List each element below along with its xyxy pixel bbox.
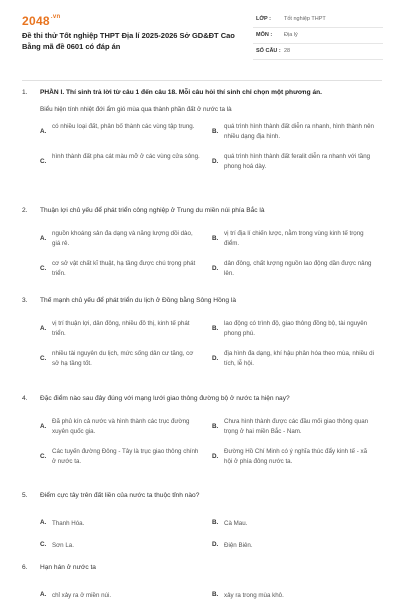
option-label: A. [40, 128, 47, 135]
option-text: Điện Biên. [224, 542, 253, 549]
option-label: A. [40, 591, 47, 598]
question-1 [22, 88, 382, 177]
option-text: cơ sở vật chất kĩ thuật, hạ tầng được chú trọng phát triển. [52, 260, 196, 277]
question-number: 6. [22, 564, 28, 571]
option-text: hình thành đất pha cát màu mỡ ở các vùng cửa sông. [52, 153, 200, 160]
option-text: Cà Mau. [224, 520, 248, 527]
question-stem [22, 296, 382, 306]
options [40, 579, 382, 599]
options [40, 312, 382, 372]
logo-suffix: .vn [50, 14, 61, 20]
option-label: B. [212, 128, 219, 135]
question-stem [22, 491, 382, 501]
header-divider [22, 80, 382, 81]
option-text: quá trình hình thành đất feralit diễn ra nhanh với tầng phong hoá dày. [224, 153, 371, 170]
question-stem [22, 394, 382, 404]
question-text: Điểm cực tây trên đất liền của nước ta thuộc tỉnh nào? [40, 492, 200, 499]
option-text: nguồn khoáng sản đa dạng và năng lượng dồi dào, giá rẻ. [52, 230, 193, 247]
option-label: D. [212, 355, 219, 362]
option-label: D. [212, 265, 219, 272]
option-label: C. [40, 265, 47, 272]
option-text: quá trình hình thành đất diễn ra nhanh, hình thành nên nhiều dạng địa hình. [224, 123, 374, 140]
option-text: chỉ xảy ra ở miền núi. [52, 592, 112, 599]
question-text: Thuận lợi chủ yếu để phát triển công nghiệp ở Trung du miền núi phía Bắc là [40, 207, 265, 214]
question-text: Hạn hán ở nước ta [40, 564, 96, 571]
option-label: C. [40, 453, 47, 460]
question-stem [22, 88, 382, 98]
options [40, 507, 382, 549]
option-text: Sơn La. [52, 542, 74, 549]
option-label: A. [40, 423, 47, 430]
option-text: địa hình đa dạng, khí hậu phân hóa theo mùa, nhiều di tích, lễ hội. [224, 350, 374, 367]
option-label: D. [212, 541, 219, 548]
document-header [0, 0, 400, 96]
question-number: 1. [22, 89, 28, 96]
option-text: Các tuyến đường Đông - Tây là trục giao thông chính ở nước ta. [52, 448, 199, 465]
option-label: C. [40, 158, 47, 165]
meta-row-subject [253, 28, 383, 44]
question-text: Biểu hiện tính nhiệt đới ẩm gió mùa qua thành phần đất ở nước ta là [40, 106, 232, 113]
site-logo[interactable] [22, 14, 60, 28]
meta-row-count [253, 44, 383, 60]
option-text: vị trí thuận lợi, dân đông, nhiều đô thị, kinh tế phát triển. [52, 320, 190, 337]
option-label: A. [40, 235, 47, 242]
option-text: vị trí địa lí chiến lược, nằm trong vùng kinh tế trọng điểm. [224, 230, 364, 247]
option-label: A. [40, 325, 47, 332]
question-6 [22, 563, 382, 599]
option-label: C. [40, 355, 47, 362]
options [40, 410, 382, 470]
question-stem [22, 206, 382, 216]
option-label: B. [212, 325, 219, 332]
option-label: D. [212, 158, 219, 165]
option-text: có nhiều loại đất, phân bố thành các vùng tập trung. [52, 123, 195, 130]
meta-value: Tốt nghiệp THPT [284, 16, 326, 22]
meta-key: SỐ CÂU : [256, 48, 281, 54]
question-number: 4. [22, 395, 28, 402]
option-text: Chưa hình thành được các đầu mối giao thông quan trọng ở hai miền Bắc - Nam. [224, 418, 369, 435]
option-label: A. [40, 519, 47, 526]
meta-key: MÔN : [256, 32, 273, 38]
question-5 [22, 491, 382, 549]
option-label: B. [212, 423, 219, 430]
option-label: B. [212, 519, 219, 526]
option-text: xảy ra trong mùa khô. [224, 592, 284, 599]
option-text: Đã phủ kín cả nước và hình thành các trục đường xuyên quốc gia. [52, 418, 190, 435]
meta-row-grade [253, 12, 383, 28]
question-number: 5. [22, 492, 28, 499]
option-text: Thanh Hóa. [52, 520, 85, 527]
option-text: Đường Hồ Chí Minh có ý nghĩa thúc đẩy kinh tế - xã hội ở phía đông nước ta. [224, 448, 368, 465]
question-number: 3. [22, 297, 28, 304]
page-title: Đề thi thử Tốt nghiệp THPT Địa lí 2025-2026 Sở GD&ĐT Cao Bằng mã đề 0601 có đáp án [22, 31, 235, 51]
option-text: nhiều tài nguyên du lịch, mức sống dân cư tăng, cơ sở hạ tầng tốt. [52, 350, 194, 367]
option-text: dân đông, chất lượng nguồn lao động dần được nâng lên. [224, 260, 372, 277]
meta-value: Địa lý [284, 32, 298, 38]
option-label: C. [40, 541, 47, 548]
question-text: Đặc điểm nào sau đây đúng với mạng lưới giao thông đường bộ ở nước ta hiện nay? [40, 395, 290, 402]
meta-key: LỚP : [256, 16, 271, 22]
question-3 [22, 296, 382, 372]
option-label: B. [212, 591, 219, 598]
options [40, 222, 382, 282]
question-text: Thế mạnh chủ yếu để phát triển du lịch ở Đồng bằng Sông Hồng là [40, 297, 237, 304]
question-2 [22, 206, 382, 282]
option-text: lao động có trình độ, giao thông đồng bộ, tài nguyên phong phú. [224, 320, 368, 337]
option-label: D. [212, 453, 219, 460]
section-instruction: PHẦN I. Thí sinh trả lời từ câu 1 đến câu 18. Mỗi câu hỏi thí sinh chỉ chọn một phương án. [40, 89, 322, 96]
logo-main: 2048 [22, 14, 50, 28]
options [40, 119, 382, 177]
meta-value: 28 [284, 48, 291, 54]
question-number: 2. [22, 207, 28, 214]
question-4 [22, 394, 382, 470]
option-label: B. [212, 235, 219, 242]
exam-meta-table [253, 12, 383, 60]
question-stem [22, 563, 382, 573]
